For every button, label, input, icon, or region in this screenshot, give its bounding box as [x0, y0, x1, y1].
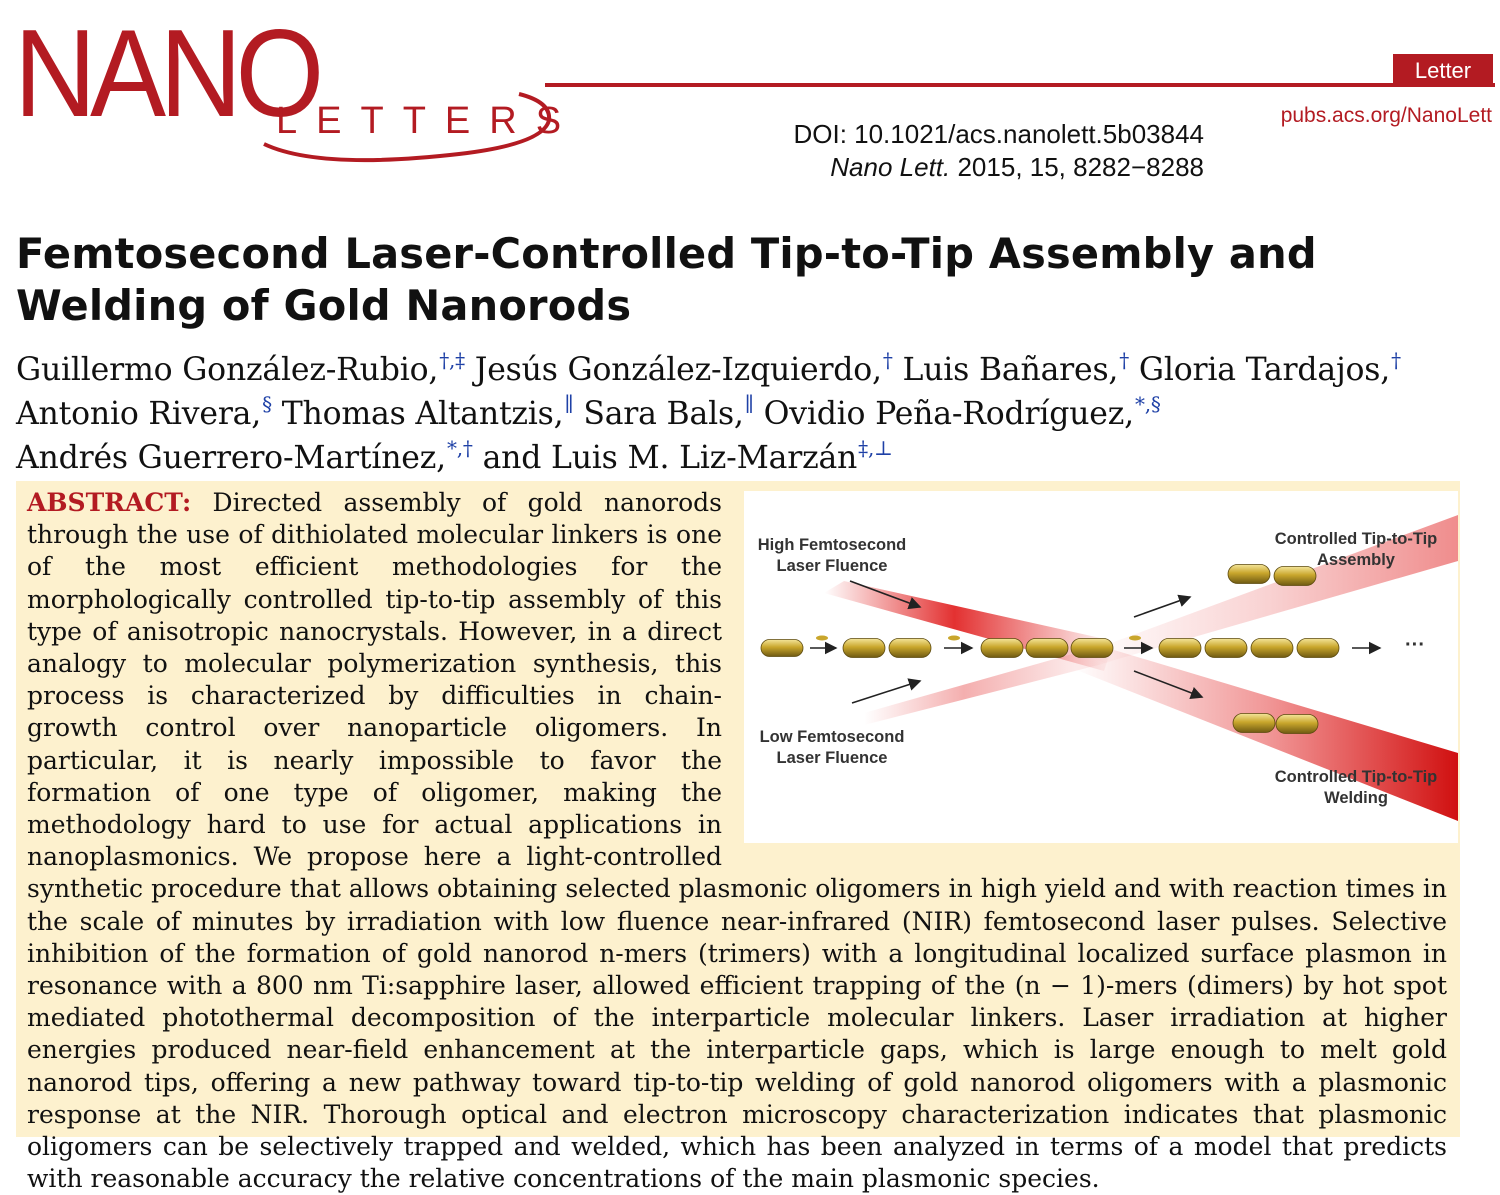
- author-affiliation-mark[interactable]: †: [882, 348, 893, 372]
- nanorod-monomer: [761, 640, 803, 657]
- welded-dimer-b: [1276, 715, 1318, 734]
- label-controlled-assembly: Controlled Tip-to-Tip Assembly: [1274, 530, 1438, 569]
- author-name: and Luis M. Liz-Marzán: [482, 440, 858, 476]
- author-name: Guillermo González-Rubio,: [16, 352, 439, 388]
- welded-dimer-a: [1233, 714, 1275, 733]
- journal-logo: [14, 5, 581, 162]
- toc-graphic: [744, 491, 1458, 843]
- author-affiliation-mark[interactable]: ∥: [744, 392, 754, 416]
- author-item[interactable]: [474, 348, 893, 388]
- linker-molecule: [948, 636, 960, 641]
- author-name: Gloria Tardajos,: [1138, 352, 1391, 388]
- author-item[interactable]: [16, 436, 473, 476]
- author-affiliation-mark[interactable]: †: [1391, 348, 1401, 372]
- nanorod-dimer-a: [843, 639, 885, 658]
- header-rule: [545, 83, 1495, 87]
- label-high-fluence: High Femtosecond Laser Fluence: [757, 536, 907, 575]
- author-name: Jesús González-Izquierdo,: [474, 352, 882, 388]
- linker-molecule: [1129, 636, 1141, 641]
- low-fluence-arrow: [852, 681, 920, 703]
- author-affiliation-mark[interactable]: ‡,⊥: [858, 436, 893, 460]
- author-name: Sara Bals,: [583, 396, 744, 432]
- doi-link[interactable]: DOI: 10.1021/acs.nanolett.5b03844: [793, 119, 1204, 149]
- nanorod-tetramer-a: [1159, 639, 1201, 658]
- doi-citation-block: [793, 118, 1204, 184]
- chain-ellipsis: ···: [1405, 634, 1425, 656]
- citation-journal: Nano Lett.: [830, 152, 951, 182]
- assembly-arrow: [1134, 597, 1190, 617]
- author-affiliation-mark[interactable]: *,§: [1134, 392, 1161, 416]
- author-list: [16, 350, 1496, 482]
- citation-volume-pages: 2015, 15, 8282−8288: [950, 152, 1204, 182]
- label-controlled-welding: Controlled Tip-to-Tip Welding: [1274, 768, 1438, 807]
- nanorod-tetramer-c: [1251, 639, 1293, 658]
- author-name: Luis Bañares,: [902, 352, 1119, 388]
- author-item[interactable]: [16, 348, 465, 388]
- nanorod-tetramer-d: [1297, 639, 1339, 658]
- author-affiliation-mark[interactable]: †,‡: [439, 348, 465, 372]
- author-affiliation-mark[interactable]: †: [1119, 348, 1130, 372]
- author-affiliation-mark[interactable]: §: [262, 392, 272, 416]
- author-item[interactable]: [281, 392, 574, 432]
- author-name: Andrés Guerrero-Martínez,: [16, 440, 446, 476]
- linker-molecule: [816, 636, 828, 641]
- abstract-text: Directed assembly of gold nanorods through the use of dithiolated molecular linkers is one of the most efficient methodologies for the morphologically controlled tip-to-tip assembly of this type of anisotropic nanocrystals. However, in a direct analogy to molecular polymerization synthesis, this process is characterized by difficulties in chain-growth control over nanoparticle oligomers. In particular, it is nearly impossible to favor the formation of one type of oligomer, making the methodology hard to use for actual applications in nanoplasmonics. We propose here a light-controlled synthetic procedure that allows obtaining selected plasmonic oligomers in high yield and with reaction times in the scale of minutes by irradiation with low fluence near-infrared (NIR) femtosecond laser pulses. Selective inhibition of the formation of gold nanorod n-mers (trimers) with a longitudinal localized surface plasmon in resonance with a 800 nm Ti:sapphire laser, allowed efficient trapping of the (n − 1)-mers (dimers) by hot spot mediated photothermal decomposition of the interparticle molecular linkers. Laser irradiation at higher energies produced near-field enhancement at the interparticle gaps, which is large enough to melt gold nanorod tips, offering a new pathway toward tip-to-tip welding of gold nanorod oligomers with a plasmonic response at the NIR. Thorough optical and electron microscopy characterization indicates that plasmonic oligomers can be selectively trapped and welded, which has been analyzed in terms of a model that predicts with reasonable accuracy the relative concentrations of the main plasmonic species.: [27, 488, 1447, 1194]
- citation-line: [793, 151, 1204, 184]
- article-title: Femtosecond Laser-Controlled Tip-to-Tip Assembly and Welding of Gold Nanorods: [16, 229, 1317, 330]
- abstract-label: ABSTRACT:: [27, 488, 192, 517]
- abstract-body: [27, 487, 1447, 1195]
- article-type-badge: Letter: [1393, 54, 1493, 87]
- author-item[interactable]: [763, 392, 1161, 432]
- nanorod-trimer-b: [1026, 639, 1068, 658]
- author-item[interactable]: [16, 392, 272, 432]
- author-name: Thomas Altantzis,: [281, 396, 564, 432]
- author-name: Antonio Rivera,: [16, 396, 262, 432]
- author-item[interactable]: [583, 392, 754, 432]
- author-affiliation-mark[interactable]: *,†: [446, 436, 473, 460]
- nanorod-trimer-a: [981, 639, 1023, 658]
- logo-nano-text: NANO: [14, 5, 318, 143]
- author-item[interactable]: [902, 348, 1130, 388]
- author-name: Ovidio Peña-Rodríguez,: [763, 396, 1134, 432]
- logo-letters-text: LETTERS: [276, 100, 581, 142]
- label-low-fluence: Low Femtosecond Laser Fluence: [759, 728, 905, 767]
- nanorod-trimer-c: [1071, 639, 1113, 658]
- nanorod-dimer-b: [889, 639, 931, 658]
- author-affiliation-mark[interactable]: ∥: [564, 392, 574, 416]
- abstract-box: [16, 481, 1460, 1194]
- author-item[interactable]: [482, 436, 893, 476]
- journal-url-link[interactable]: pubs.acs.org/NanoLett: [1280, 104, 1492, 127]
- author-item[interactable]: [1138, 348, 1401, 388]
- nanorod-tetramer-b: [1205, 639, 1247, 658]
